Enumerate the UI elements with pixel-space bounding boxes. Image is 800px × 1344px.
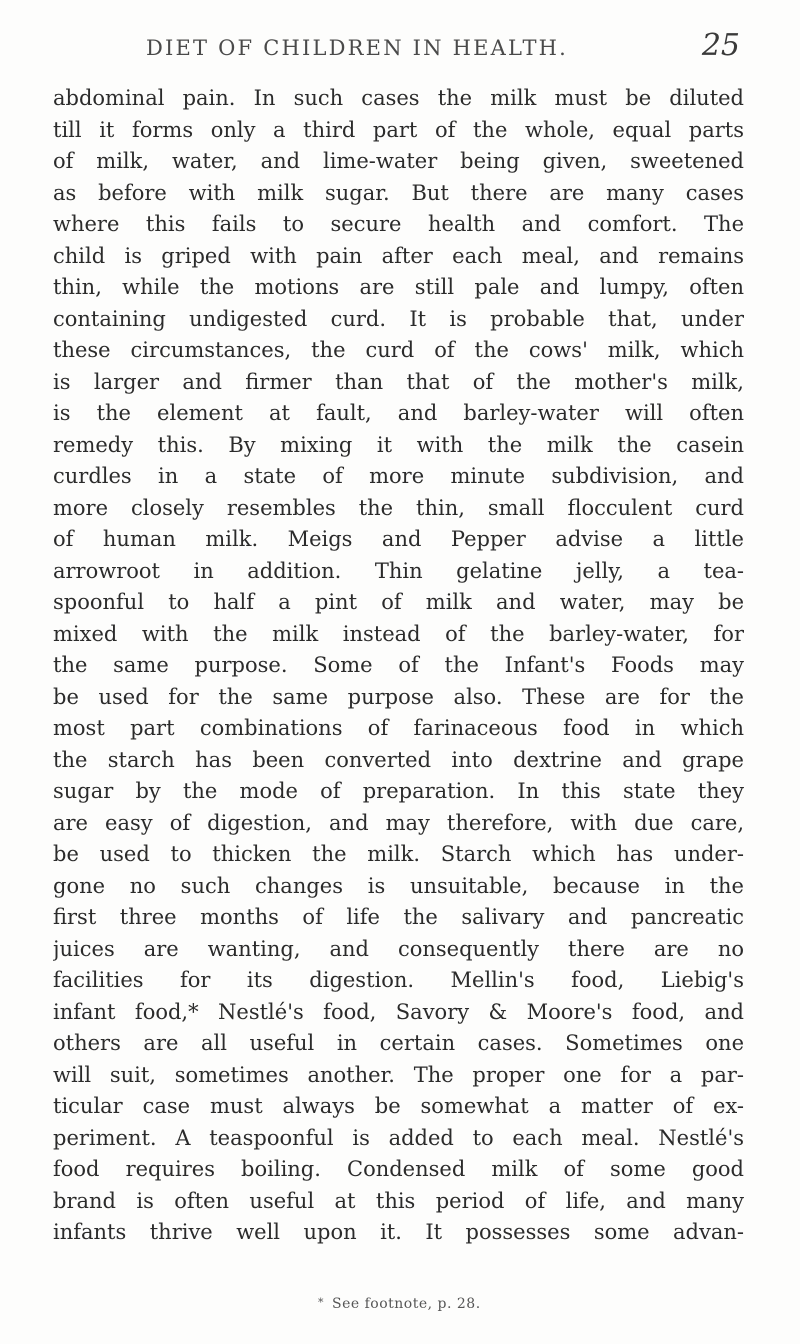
text-line: facilities for its digestion. Mellin's food, Liebig's	[53, 968, 744, 992]
text-line: abdominal pain. In such cases the milk must be diluted	[53, 86, 744, 110]
text-line: gone no such changes is unsuitable, because in the	[53, 873, 744, 898]
text-line: of milk, water, and lime-water being given, sweetened	[53, 149, 744, 173]
text-line: food requires boiling. Condensed milk of some good	[53, 1157, 744, 1181]
text-line: are easy of digestion, and may therefore, with due care,	[53, 810, 744, 835]
text-line: mixed with the milk instead of the barley-water, for	[53, 621, 744, 646]
text-line: where this fails to secure health and comfort. The	[53, 212, 744, 236]
text-line: sugar by the mode of preparation. In this state they	[53, 779, 744, 803]
text-line: as before with milk sugar. But there are many cases	[53, 180, 744, 205]
text-line: child is griped with pain after each meal, and remains	[53, 243, 744, 268]
text-line: remedy this. By mixing it with the milk the casein	[53, 432, 744, 457]
text-line: the same purpose. Some of the Infant's Foods may	[53, 653, 744, 677]
text-line: the starch has been converted into dextrine and grape	[53, 747, 744, 772]
text-line: ticular case must always be somewhat a matter of ex-	[53, 1094, 744, 1118]
text-line: infant food,* Nestlé's food, Savory & Moore's food, and	[53, 999, 744, 1024]
text-line: be used for the same purpose also. These are for the	[53, 684, 744, 709]
text-line: infants thrive well upon it. It possesses some advan-	[53, 1220, 744, 1244]
running-title: DIET OF CHILDREN IN HEALTH.	[146, 36, 569, 60]
text-line: is the element at fault, and barley-water will often	[53, 401, 744, 425]
text-line: these circumstances, the curd of the cows' milk, which	[53, 338, 744, 362]
text-line: more closely resembles the thin, small flocculent curd	[53, 495, 744, 520]
text-line: juices are wanting, and consequently there are no	[53, 936, 744, 961]
text-line: most part combinations of farinaceous food in which	[53, 716, 744, 740]
body-text	[53, 83, 744, 1249]
text-line: arrowroot in addition. Thin gelatine jelly, a tea-	[53, 558, 744, 583]
footnote-mark: *	[318, 1296, 324, 1309]
page-number: 25	[701, 28, 740, 63]
running-head	[146, 28, 746, 68]
text-line: containing undigested curd. It is probable that, under	[53, 306, 744, 331]
text-line: others are all useful in certain cases. Sometimes one	[53, 1031, 744, 1055]
text-line: first three months of life the salivary and pancreatic	[53, 905, 744, 929]
text-line: of human milk. Meigs and Pepper advise a little	[53, 527, 744, 551]
text-line: is larger and firmer than that of the mother's milk,	[53, 369, 744, 394]
text-line: will suit, sometimes another. The proper one for a par-	[53, 1062, 744, 1087]
text-line: periment. A teaspoonful is added to each meal. Nestlé's	[53, 1125, 744, 1150]
footnote-text: See footnote, p. 28.	[332, 1296, 481, 1312]
text-line: thin, while the motions are still pale and lumpy, often	[53, 275, 744, 299]
text-line: brand is often useful at this period of life, and many	[53, 1188, 744, 1213]
text-line: curdles in a state of more minute subdivision, and	[53, 464, 744, 488]
text-line: till it forms only a third part of the whole, equal parts	[53, 117, 744, 142]
text-line: be used to thicken the milk. Starch which has under-	[53, 842, 744, 866]
text-line: spoonful to half a pint of milk and water, may be	[53, 590, 744, 614]
footnote	[318, 1296, 481, 1312]
